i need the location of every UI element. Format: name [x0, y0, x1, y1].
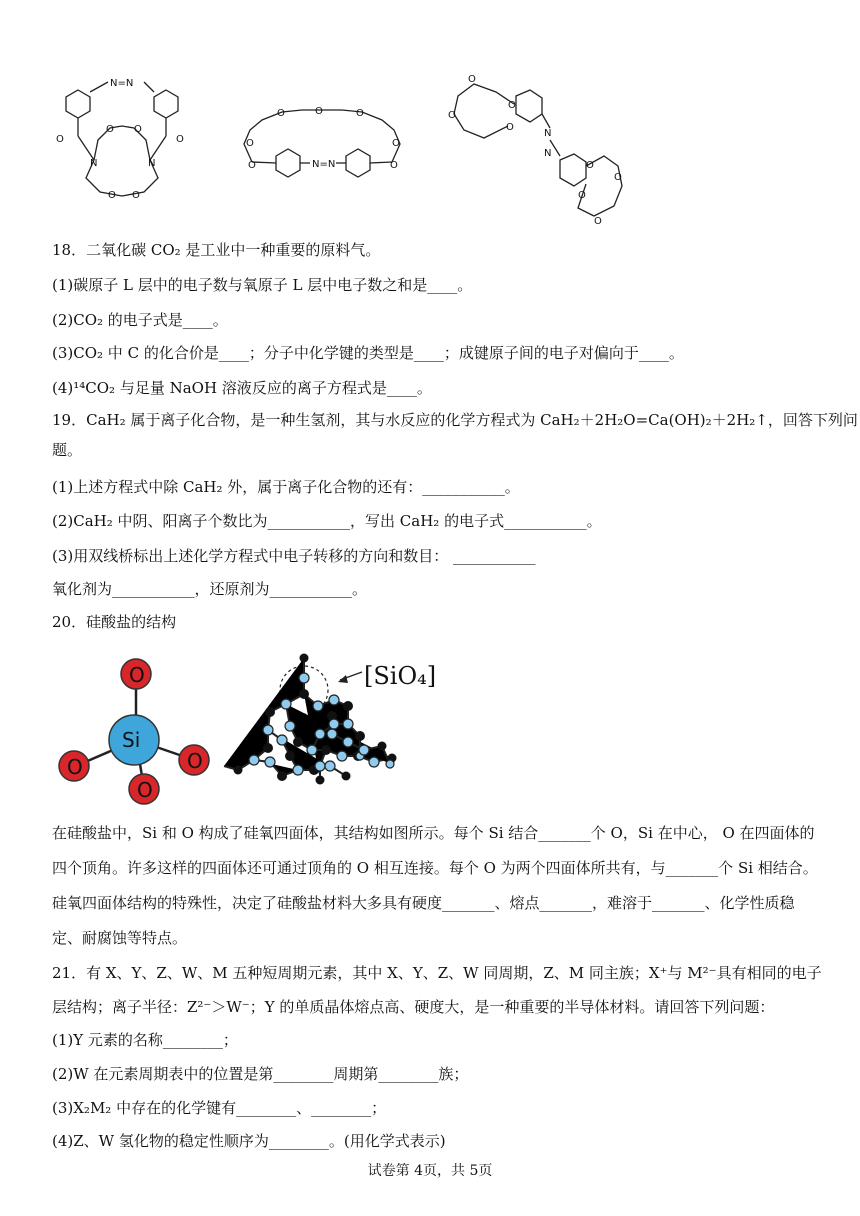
q19-title: 19．CaH₂ 属于离子化合物，是一种生氢剂，其与水反应的化学方程式为 CaH₂＋2H₂O=Ca(OH)₂＋2H₂↑，回答下列问: [52, 411, 858, 429]
svg-text:O: O: [67, 755, 83, 779]
q20-para-line1: 在硅酸盐中，Si 和 O 构成了硅氧四面体，其结构如图所示。每个 Si 结合_______个 O，Si 在中心， O 在四面体的: [52, 824, 815, 842]
svg-text:O: O: [176, 134, 184, 145]
q21-line4: (4)Z、W 氢化物的稳定性顺序为________。(用化学式表示): [52, 1132, 446, 1150]
silicate-network-figure: [214, 646, 450, 808]
q21-title: 21．有 X、Y、Z、W、M 五种短周期元素，其中 X、Y、Z、W 同周期，Z、M 同主族；X⁺与 M²⁻具有相同的电子: [52, 964, 822, 982]
svg-text:O: O: [108, 190, 116, 200]
svg-text:N=N: N=N: [312, 159, 336, 170]
svg-text:O: O: [506, 122, 514, 133]
svg-text:O: O: [614, 172, 622, 183]
svg-text:O: O: [132, 190, 140, 200]
svg-text:N: N: [148, 158, 156, 169]
svg-text:Si: Si: [122, 728, 141, 752]
q18-line3: (3)CO₂ 中 C 的化合价是____；分子中化学键的类型是____；成键原子间的电子对偏向于____。: [52, 344, 684, 362]
azobenzene-crown-structure-1: [48, 70, 208, 200]
svg-text:O: O: [356, 108, 364, 119]
q19-line3: (3)用双线桥标出上述化学方程式中电子转移的方向和数目： ___________: [52, 547, 536, 565]
q21-title-cont: 层结构；离子半径：Z²⁻＞W⁻；Y 的单质晶体熔点高、硬度大，是一种重要的半导体材料。请回答下列问题：: [52, 998, 775, 1016]
azobenzene-crown-structure-2: [232, 92, 414, 182]
q18-title: 18．二氧化碳 CO₂ 是工业中一种重要的原料气。: [52, 241, 381, 259]
svg-text:[SiO₄]: [SiO₄]: [364, 662, 437, 690]
svg-text:O: O: [246, 138, 254, 149]
svg-text:O: O: [134, 124, 142, 135]
q18-line1: (1)碳原子 L 层中的电子数与氧原子 L 层中电子数之和是____。: [52, 276, 473, 294]
svg-text:N=N: N=N: [110, 78, 134, 89]
svg-text:O: O: [594, 216, 602, 227]
svg-text:O: O: [448, 110, 456, 121]
svg-text:O: O: [468, 74, 476, 85]
q18-line2: (2)CO₂ 的电子式是____。: [52, 311, 228, 329]
q19-line1: (1)上述方程式中除 CaH₂ 外，属于离子化合物的还有：___________。: [52, 478, 520, 496]
svg-text:O: O: [578, 190, 586, 201]
q21-line1: (1)Y 元素的名称________；: [52, 1031, 238, 1049]
silicon-oxygen-tetrahedron-figure: [56, 654, 216, 806]
q19-line2: (2)CaH₂ 中阴、阳离子个数比为___________，写出 CaH₂ 的电子式___________。: [52, 512, 602, 530]
svg-text:O: O: [392, 138, 400, 149]
q20-para-line2: 四个顶角。许多这样的四面体还可通过顶角的 O 相互连接。每个 O 为两个四面体所共有，与_______个 Si 相结合。: [52, 859, 818, 877]
q19-line4: 氧化剂为___________，还原剂为___________。: [52, 580, 368, 598]
q20-title: 20．硅酸盐的结构: [52, 613, 177, 631]
svg-text:N: N: [544, 148, 552, 159]
svg-text:O: O: [508, 100, 516, 111]
svg-text:O: O: [277, 108, 285, 119]
q19-title-cont: 题。: [52, 441, 83, 459]
bis-benzocrown-structure: [438, 56, 634, 232]
svg-text:O: O: [56, 134, 64, 145]
q20-para-line4: 定、耐腐蚀等特点。: [52, 929, 188, 947]
q18-line4: (4)¹⁴CO₂ 与足量 NaOH 溶液反应的离子方程式是____。: [52, 379, 432, 397]
svg-text:O: O: [390, 160, 398, 171]
q21-line3: (3)X₂M₂ 中存在的化学键有________、________；: [52, 1099, 387, 1117]
svg-text:O: O: [129, 663, 145, 687]
svg-text:O: O: [586, 160, 594, 171]
svg-text:N: N: [544, 128, 552, 139]
svg-text:O: O: [315, 106, 323, 117]
svg-text:O: O: [137, 778, 153, 802]
svg-text:O: O: [248, 160, 256, 171]
page-footer: 试卷第 4页，共 5页: [367, 1163, 493, 1179]
svg-text:O: O: [187, 749, 203, 773]
q20-para-line3: 硅氧四面体结构的特殊性，决定了硅酸盐材料大多具有硬度_______、熔点_______，难溶于_______、化学性质稳: [52, 894, 795, 912]
q21-line2: (2)W 在元素周期表中的位置是第________周期第________族；: [52, 1065, 469, 1083]
svg-text:N: N: [90, 158, 98, 169]
svg-text:O: O: [106, 124, 114, 135]
